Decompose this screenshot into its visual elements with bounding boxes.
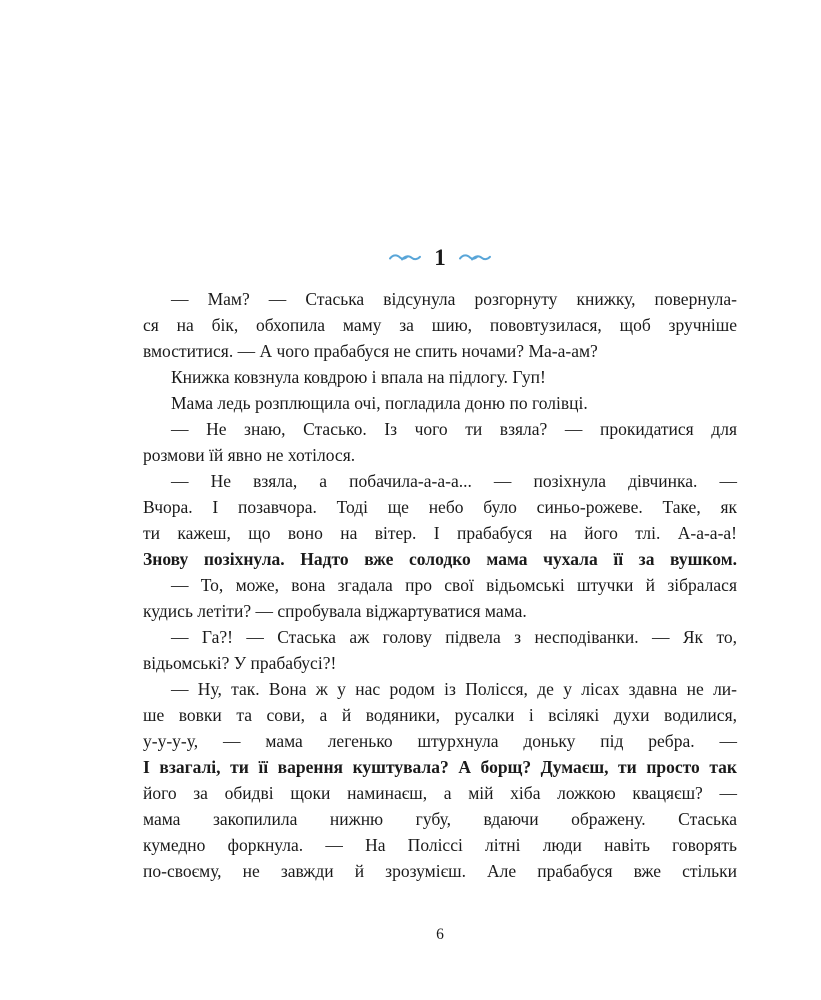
text-line: кудись летіти? — спробувала віджартуватися мама. (143, 601, 527, 621)
wave-tilde-icon (388, 251, 422, 263)
wave-tilde-icon (458, 251, 492, 263)
text-line: — Мам? — Стаська відсунула розгорнуту книжку, повернула- (171, 289, 737, 309)
page-number: 6 (436, 926, 444, 943)
text-line: — Не знаю, Стасько. Із чого ти взяла? — прокидатися для (171, 419, 737, 439)
text-line: розмови їй явно не хотілося. (143, 445, 356, 465)
text-line: ше вовки та сови, а й водяники, русалки і всілякі духи водилися, (143, 705, 737, 725)
text-line: у-у-у-у, — мама легенько штурхнула доньку під ребра. — (143, 731, 737, 751)
text-line: Мама ледь розплющила очі, погладила доню по голівці. (171, 393, 588, 413)
chapter-heading (143, 243, 737, 271)
text-lines (143, 286, 737, 884)
text-block (143, 0, 737, 884)
text-line: відьомські? У прабабусі?! (143, 653, 337, 673)
chapter-number: 1 (434, 244, 446, 270)
text-line: — Га?! — Стаська аж голову підвела з несподіванки. — Як то, (171, 627, 737, 647)
text-line: І взагалі, ти її варення куштувала? А борщ? Думаєш, ти просто так (143, 757, 737, 777)
text-line: Вчора. І позавчора. Тоді ще небо було синьо-рожеве. Таке, як (143, 497, 737, 517)
text-line: — Ну, так. Вона ж у нас родом із Полісся, де у лісах здавна не ли- (171, 679, 737, 699)
text-line: — Не взяла, а побачила-а-а-а... — позіхнула дівчинка. — (171, 471, 737, 491)
text-line: Книжка ковзнула ковдрою і впала на підлогу. Гуп! (171, 367, 546, 387)
text-line: вмоститися. — А чого прабабуся не спить ночами? Ма-а-ам? (143, 341, 598, 361)
text-line: — То, може, вона згадала про свої відьомські штучки й зібралася (171, 575, 737, 595)
text-line: по-своєму, не завжди й зрозумієш. Але прабабуся вже стільки (143, 861, 737, 881)
text-line: ти кажеш, що воно на вітер. І прабабуся на його тлі. А-а-а-а! (143, 523, 737, 543)
text-line: ся на бік, обхопила маму за шию, пововтузилася, щоб зручніше (143, 315, 737, 335)
text-line: його за обидві щоки наминаєш, а мій хіба ложкою квацяєш? — (143, 783, 737, 803)
text-line: мама закопилила нижню губу, вдаючи ображену. Стаська (143, 809, 737, 829)
text-line: кумедно форкнула. — На Поліссі літні люди навіть говорять (143, 835, 737, 855)
text-line: Знову позіхнула. Надто вже солодко мама чухала її за вушком. (143, 549, 737, 569)
